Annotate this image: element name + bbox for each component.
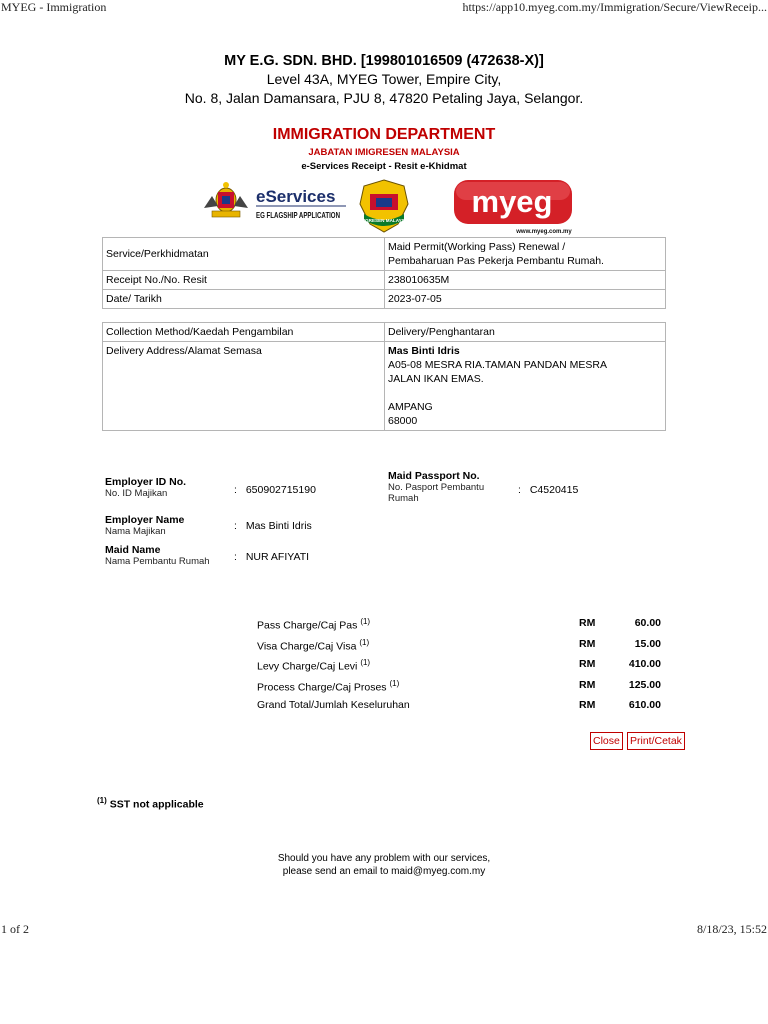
grand-total-amount: 610.00 [628, 699, 661, 711]
charge-desc [257, 679, 399, 694]
footnote-marker: (1) [97, 796, 107, 805]
currency: RM [579, 637, 596, 650]
print-header-title: MYEG - Immigration [1, 0, 107, 14]
service-value-line1: Maid Permit(Working Pass) Renewal / [388, 241, 566, 253]
address-city: AMPANG [388, 401, 433, 413]
coat-of-arms-icon [204, 182, 248, 217]
print-footer [0, 922, 768, 936]
method-value: Delivery/Penghantaran [385, 323, 666, 342]
address-postcode: 68000 [388, 415, 418, 427]
charge-note: (1) [359, 637, 370, 647]
address-name: Mas Binti Idris [388, 345, 460, 357]
close-button[interactable]: Close [590, 732, 623, 750]
table-row [103, 238, 666, 271]
print-header-url: https://app10.myeg.com.my/Immigration/Secure/ViewReceip... [462, 0, 767, 14]
passport-sublabel-line2: Rumah [388, 493, 419, 504]
charge-desc [257, 617, 370, 632]
myeg-wordmark: myeg [471, 184, 553, 219]
address-line1: A05-08 MESRA RIA.TAMAN PANDAN MESRA [388, 359, 607, 371]
company-name: MY E.G. SDN. BHD. [199801016509 (472638-X)] [224, 53, 544, 69]
receipt-title: e-Services Receipt - Resit e-Khidmat [301, 161, 467, 172]
logo-strip [198, 178, 578, 236]
employer-id-value: 650902715190 [245, 484, 316, 496]
department-heading [0, 126, 768, 173]
contact-line1: Should you have any problem with our services, [277, 853, 491, 864]
badge-text: IMIGRESEN MALAYSIA [358, 218, 410, 223]
maid-name-value: NUR AFIYATI [245, 551, 310, 563]
charge-note: (1) [360, 617, 371, 626]
sst-footnote [97, 796, 204, 811]
separator: : [234, 551, 237, 563]
eservices-subtitle: EG FLAGSHIP APPLICATION [256, 210, 340, 220]
passport-value: C4520415 [529, 484, 579, 496]
currency: RM [579, 658, 596, 670]
employer-name-label: Employer Name [105, 514, 185, 526]
company-address-line2: No. 8, Jalan Damansara, PJU 8, 47820 Petaling Jaya, Selangor. [184, 90, 584, 106]
maid-name-label-block [105, 544, 210, 567]
date-value: 2023-07-05 [385, 290, 666, 309]
date-label: Date/ Tarikh [103, 290, 385, 309]
footnote-text: SST not applicable [106, 798, 204, 811]
charge-desc [257, 638, 369, 653]
charge-amount: 410.00 [628, 658, 661, 670]
maid-name-value-block [234, 551, 309, 563]
employer-name-value-block [234, 520, 312, 532]
charge-desc-text: Visa Charge/Caj Visa [257, 640, 357, 652]
charge-note: (1) [389, 678, 400, 688]
currency: RM [579, 617, 596, 629]
charge-amount: 60.00 [634, 617, 661, 629]
immigration-badge-icon [359, 180, 410, 232]
employer-name-value: Mas Binti Idris [245, 520, 312, 532]
employer-name-label-block [105, 514, 184, 537]
passport-label-block [388, 470, 484, 504]
charge-row-levy [257, 655, 667, 676]
charge-desc-text: Levy Charge/Caj Levi [257, 660, 358, 673]
maid-name-label: Maid Name [105, 544, 161, 556]
employer-id-label-block [105, 476, 186, 499]
eservices-logo [256, 187, 346, 220]
contact-info [0, 852, 768, 878]
company-info [0, 52, 768, 108]
charge-row-grand-total [257, 696, 667, 717]
print-timestamp: 8/18/23, 15:52 [696, 922, 767, 936]
separator: : [518, 484, 521, 496]
address-line2: JALAN IKAN EMAS. [388, 373, 484, 385]
charge-amount: 15.00 [634, 637, 661, 650]
receipt-label: Receipt No./No. Resit [103, 271, 385, 290]
service-value-line2: Pembaharuan Pas Pekerja Pembantu Rumah. [388, 255, 604, 267]
department-subtitle: JABATAN IMIGRESEN MALAYSIA [308, 147, 460, 158]
charge-row-visa [257, 635, 667, 656]
passport-value-block [518, 484, 578, 496]
employer-id-label: Employer ID No. [105, 476, 187, 488]
table-row [103, 342, 666, 431]
currency: RM [579, 678, 596, 691]
separator: : [234, 484, 237, 496]
method-label: Collection Method/Kaedah Pengambilan [103, 323, 385, 342]
charge-amount: 125.00 [628, 678, 661, 691]
table-row [103, 290, 666, 309]
currency: RM [579, 699, 596, 711]
charges-list [257, 614, 667, 717]
passport-sublabel-line1: No. Pasport Pembantu [388, 482, 485, 493]
table-row [103, 271, 666, 290]
table-row [103, 323, 666, 342]
contact-line2: please send an email to maid@myeg.com.my [282, 866, 486, 877]
address-label: Delivery Address/Alamat Semasa [103, 342, 385, 431]
receipt-value: 238010635M [385, 271, 666, 290]
charge-row-process [257, 676, 667, 697]
delivery-table [102, 322, 666, 431]
company-address-line1: Level 43A, MYEG Tower, Empire City, [266, 71, 502, 87]
address-value [385, 342, 666, 431]
charge-desc [257, 658, 370, 673]
charge-note: (1) [360, 658, 371, 667]
myeg-url: www.myeg.com.my [516, 229, 572, 235]
employer-id-sublabel: No. ID Majikan [105, 488, 168, 499]
myeg-logo [454, 180, 572, 235]
charge-desc [257, 699, 410, 711]
charge-desc-text: Grand Total/Jumlah Keseluruhan [257, 699, 410, 711]
charge-desc-text: Pass Charge/Caj Pas [257, 619, 358, 632]
eservices-title: eServices [256, 187, 336, 206]
print-header [0, 0, 768, 14]
charge-row-pass [257, 614, 667, 635]
service-value [385, 238, 666, 271]
employer-id-value-block [234, 484, 316, 496]
maid-name-sublabel: Nama Pembantu Rumah [105, 556, 210, 567]
passport-label: Maid Passport No. [388, 470, 480, 482]
department-title: IMMIGRATION DEPARTMENT [272, 126, 496, 143]
charge-desc-text: Process Charge/Caj Proses [257, 681, 387, 693]
employer-name-sublabel: Nama Majikan [105, 526, 166, 537]
logos-svg [198, 178, 578, 236]
service-table [102, 237, 666, 309]
service-label: Service/Perkhidmatan [103, 238, 385, 271]
separator: : [234, 520, 237, 532]
print-button[interactable]: Print/Cetak [627, 732, 685, 750]
page-number: 1 of 2 [1, 922, 29, 936]
